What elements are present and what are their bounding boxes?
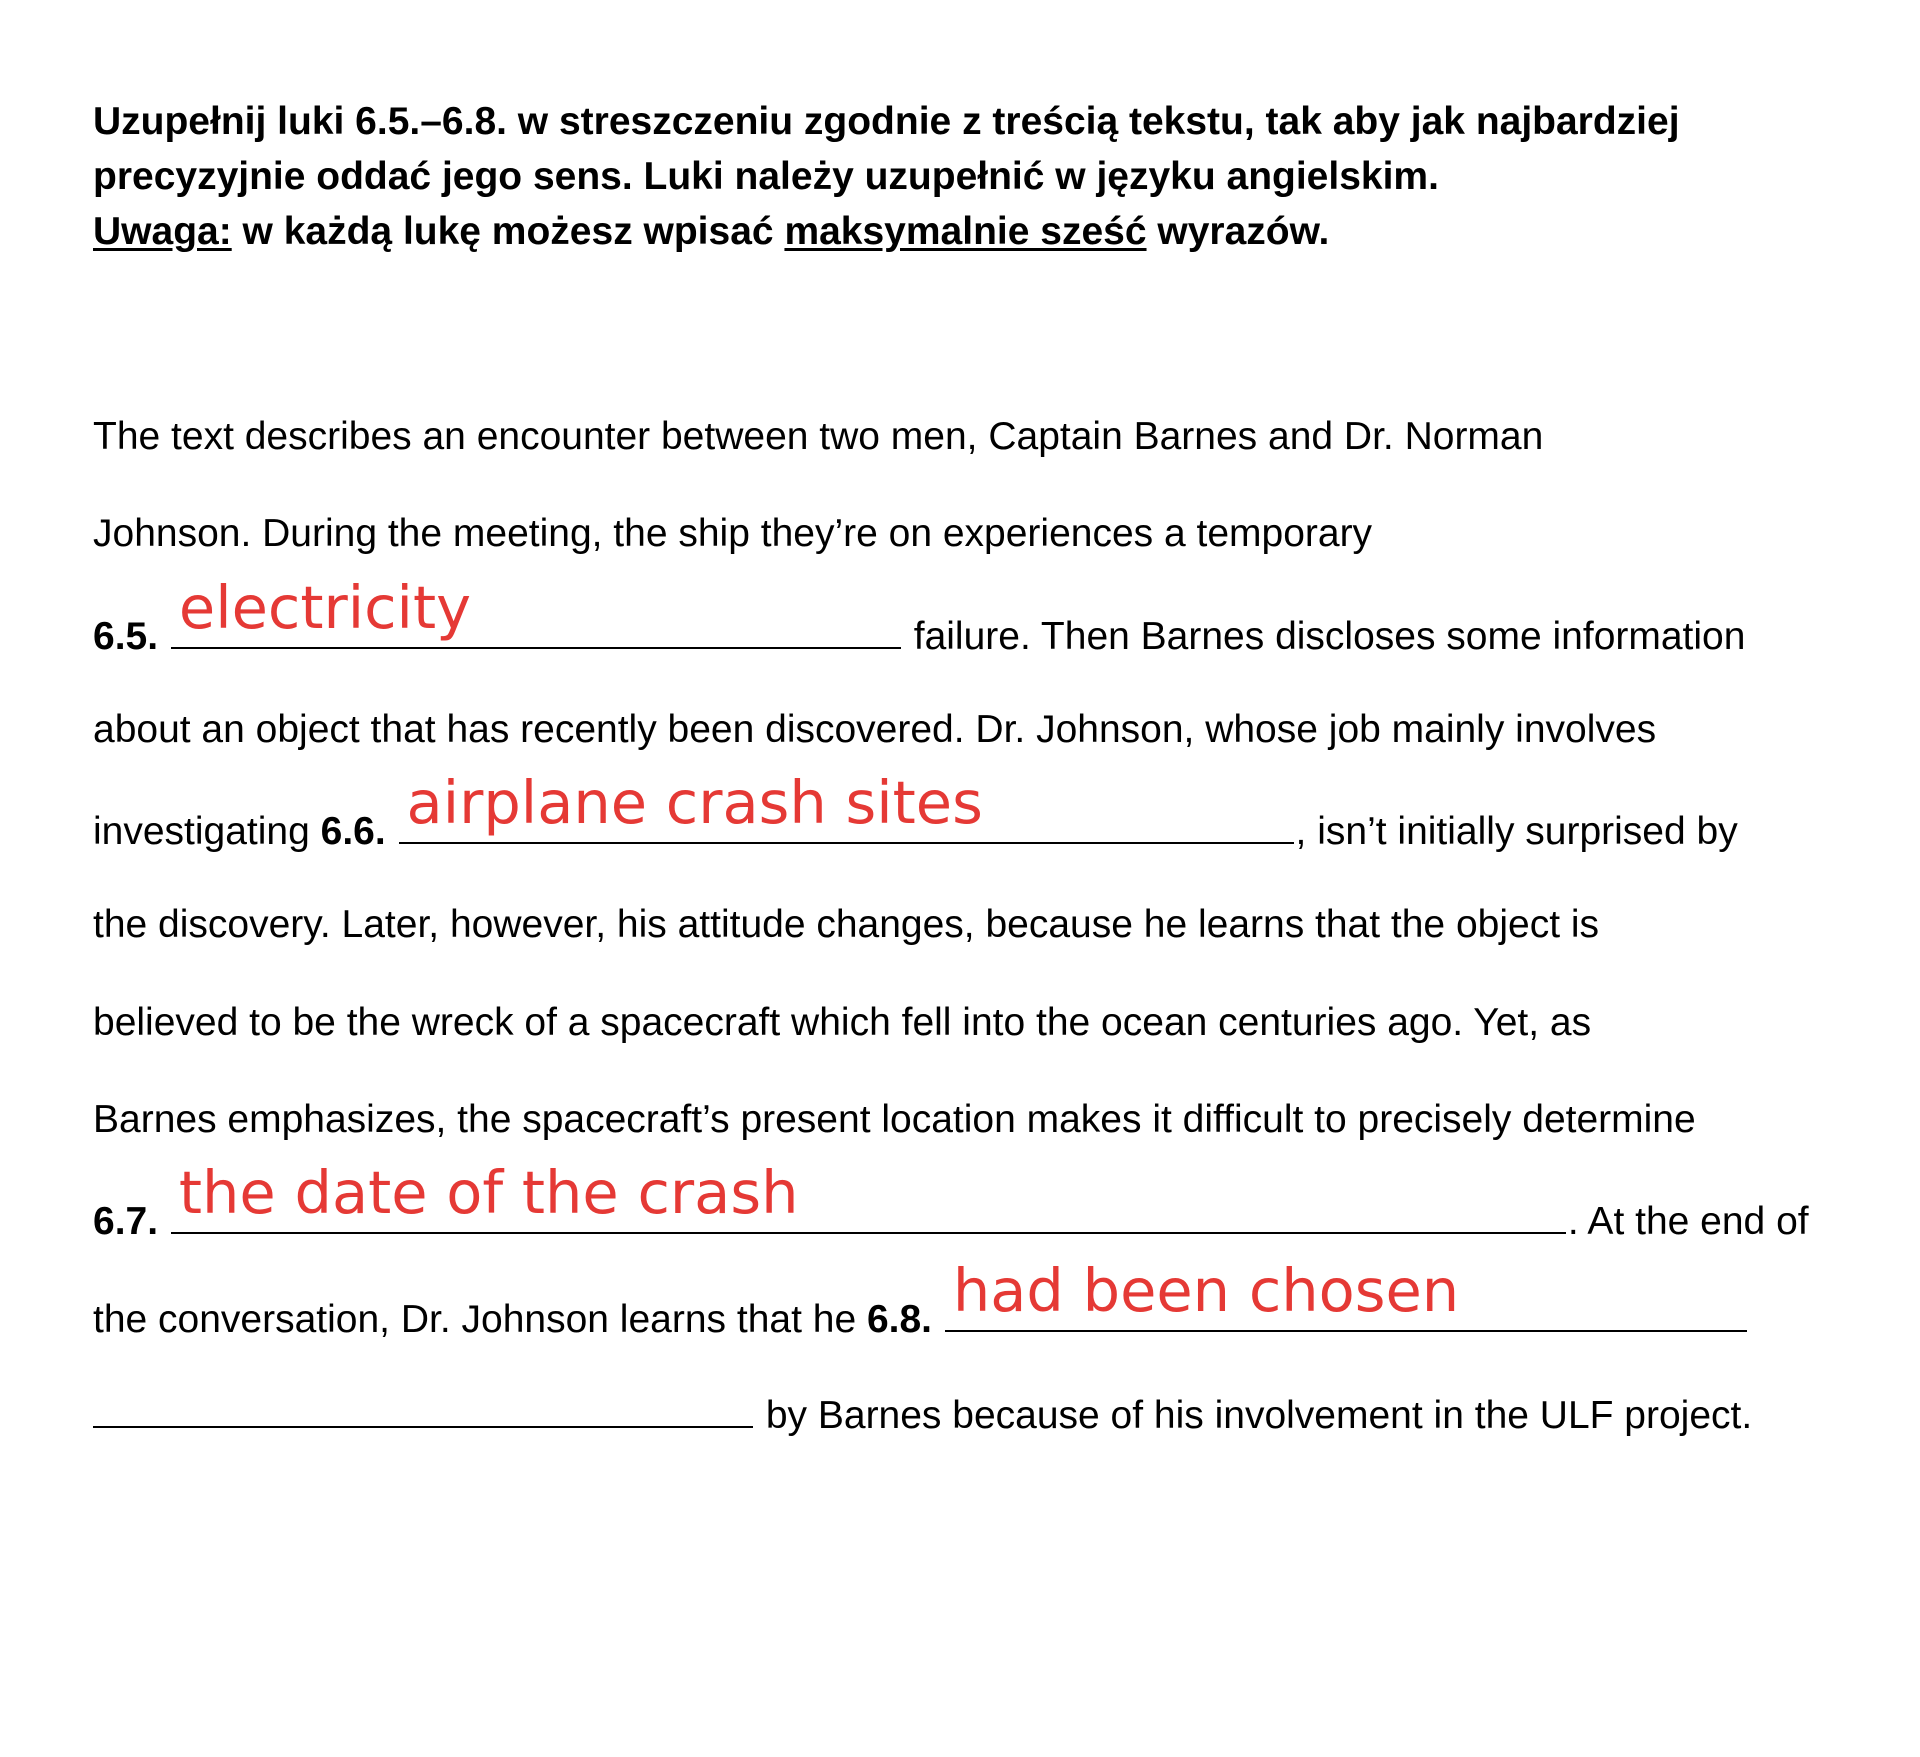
- summary-line-4: about an object that has recently been discovered. Dr. Johnson, whose job mainly involves: [93, 708, 1657, 751]
- gap-label-6-6: 6.6.: [320, 810, 386, 853]
- summary-line-1: The text describes an encounter between two men, Captain Barnes and Dr. Norman: [93, 415, 1544, 458]
- gap-label-6-7: 6.7.: [93, 1200, 159, 1243]
- note-end: wyrazów.: [1146, 210, 1330, 253]
- instructions-line-1: Uzupełnij luki 6.5.–6.8. w streszczeniu zgodnie z treścią tekstu, tak aby jak najbardziej: [93, 100, 1680, 143]
- gap-label-6-5: 6.5.: [93, 615, 159, 658]
- summary-line-11: [93, 1386, 1752, 1436]
- gap-6-6-blank[interactable]: [399, 768, 1294, 844]
- gap-6-6-answer: airplane crash sites: [406, 768, 983, 837]
- gap-6-7-answer: the date of the crash: [178, 1158, 799, 1227]
- summary-line-10: [93, 1256, 1749, 1341]
- task-instructions: [93, 94, 1853, 259]
- note-text: w każdą lukę możesz wpisać: [231, 210, 785, 253]
- summary-line-5-start: investigating: [93, 810, 321, 853]
- gap-6-8-blank[interactable]: [945, 1256, 1747, 1332]
- instructions-line-2: precyzyjnie oddać jego sens. Luki należy uzupełnić w języku angielskim.: [93, 155, 1439, 198]
- summary-line-7: believed to be the wreck of a spacecraft which fell into the ocean centuries ago. Yet, as: [93, 1001, 1592, 1044]
- gap-label-6-8: 6.8.: [866, 1298, 933, 1341]
- summary-line-10-start: the conversation, Dr. Johnson learns that he: [93, 1298, 867, 1341]
- summary-line-3-text: failure. Then Barnes discloses some information: [902, 615, 1746, 658]
- summary-line-5: [93, 768, 1738, 853]
- summary-line-2: Johnson. During the meeting, the ship they’re on experiences a temporary: [93, 512, 1373, 555]
- summary-line-9-end: . At the end of: [1567, 1200, 1809, 1243]
- summary-line-8: Barnes emphasizes, the spacecraft’s present location makes it difficult to precisely determine: [93, 1098, 1696, 1141]
- note-emphasis: maksymalnie sześć: [784, 210, 1147, 253]
- gap-6-5-blank[interactable]: [171, 573, 901, 649]
- instructions-note: [93, 204, 1853, 259]
- summary-line-9: [93, 1158, 1809, 1243]
- note-label: Uwaga:: [93, 210, 232, 253]
- gap-6-5-answer: electricity: [178, 573, 471, 642]
- summary-line-11-end: by Barnes because of his involvement in the ULF project.: [755, 1394, 1753, 1437]
- summary-line-5-end: , isn’t initially surprised by: [1295, 810, 1738, 853]
- gap-6-8-answer: had been chosen: [952, 1256, 1460, 1325]
- summary-line-6: the discovery. Later, however, his attitude changes, because he learns that the object is: [93, 903, 1600, 946]
- gap-6-8-continuation-blank[interactable]: [93, 1386, 753, 1428]
- gap-6-7-blank[interactable]: [171, 1158, 1566, 1234]
- summary-line-3: [93, 573, 1746, 658]
